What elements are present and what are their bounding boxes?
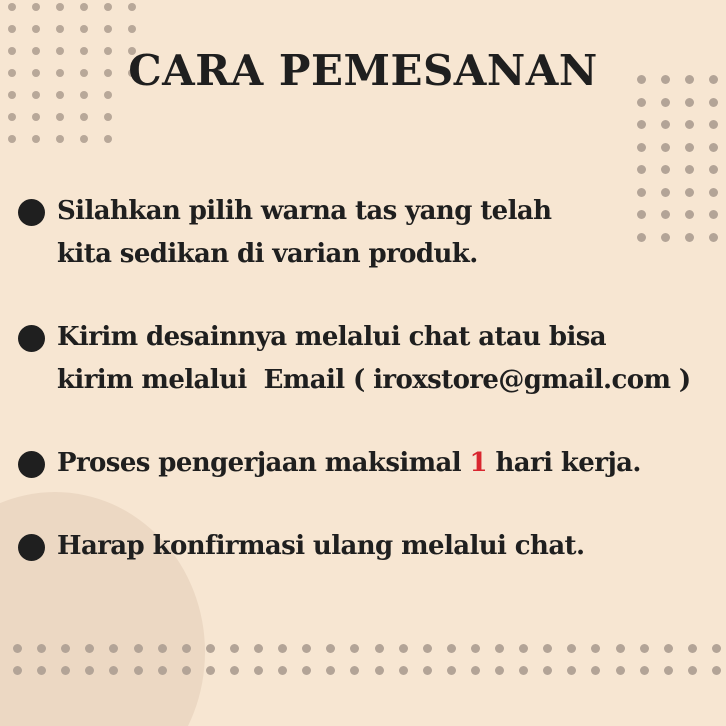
decorative-dot	[80, 135, 88, 143]
bullet-icon	[18, 534, 45, 561]
decorative-dot	[661, 98, 670, 107]
decorative-dot	[104, 135, 112, 143]
decorative-dot	[278, 644, 287, 653]
decorative-dot	[685, 143, 694, 152]
decorative-dot	[447, 666, 456, 675]
decorative-dot	[640, 644, 649, 653]
decorative-dot	[230, 666, 239, 675]
decorative-dot	[56, 25, 64, 33]
decorative-dot	[495, 644, 504, 653]
decorative-dot	[302, 644, 311, 653]
decorative-dot	[709, 98, 718, 107]
step-line: kita sedikan di varian produk.	[57, 239, 478, 269]
decorative-dot	[254, 644, 263, 653]
decorative-dot	[32, 135, 40, 143]
decorative-dot	[399, 644, 408, 653]
decorative-dot	[640, 666, 649, 675]
step-line: kirim melalui Email ( iroxstore@gmail.com )	[57, 365, 691, 395]
decorative-dot	[637, 143, 646, 152]
decorative-dot	[326, 644, 335, 653]
decorative-dot	[685, 165, 694, 174]
decorative-dot	[709, 143, 718, 152]
decorative-dot	[685, 120, 694, 129]
decorative-dot	[80, 25, 88, 33]
decorative-dot	[637, 98, 646, 107]
steps-list	[18, 190, 718, 608]
decorative-dot	[128, 25, 136, 33]
decorative-dot	[447, 644, 456, 653]
decorative-dot	[637, 120, 646, 129]
decorative-dot	[712, 666, 721, 675]
decorative-dot	[661, 120, 670, 129]
bullet-icon	[18, 325, 45, 352]
decorative-dot	[8, 135, 16, 143]
decorative-dot	[8, 3, 16, 11]
decorative-dot	[519, 644, 528, 653]
page-title: CARA PEMESANAN	[128, 46, 598, 95]
decorative-dot	[134, 644, 143, 653]
bullet-icon	[18, 199, 45, 226]
decorative-dot	[13, 644, 22, 653]
decorative-dot	[326, 666, 335, 675]
step-text	[57, 190, 718, 276]
decorative-dot	[616, 666, 625, 675]
decorative-dot	[661, 165, 670, 174]
decorative-dot	[230, 644, 239, 653]
step-item	[18, 316, 718, 402]
decorative-dot	[709, 165, 718, 174]
decorative-dot	[80, 113, 88, 121]
decorative-dot	[375, 644, 384, 653]
decorative-dot	[134, 666, 143, 675]
decorative-dot	[8, 113, 16, 121]
decorative-dot	[591, 666, 600, 675]
decorative-dot	[104, 3, 112, 11]
decorative-dot	[495, 666, 504, 675]
decorative-dot	[543, 644, 552, 653]
decorative-dot	[350, 644, 359, 653]
decorative-dot	[206, 644, 215, 653]
decorative-dot	[685, 98, 694, 107]
decorative-dot	[350, 666, 359, 675]
decorative-dot	[13, 666, 22, 675]
decorative-dot	[543, 666, 552, 675]
step-text	[57, 525, 718, 568]
step-text	[57, 442, 718, 485]
decorative-dot	[664, 666, 673, 675]
step-text	[57, 316, 718, 402]
decorative-dot	[32, 25, 40, 33]
decorative-dot	[158, 666, 167, 675]
decorative-dot	[688, 666, 697, 675]
decorative-dot	[591, 644, 600, 653]
step-line	[57, 442, 718, 485]
decorative-dot	[616, 644, 625, 653]
decorative-dot	[104, 113, 112, 121]
decorative-dot	[664, 644, 673, 653]
decorative-dot	[56, 113, 64, 121]
decorative-dot	[661, 143, 670, 152]
decorative-dot	[567, 644, 576, 653]
decorative-dot	[399, 666, 408, 675]
highlight-number: 1	[469, 448, 488, 478]
step-text-before: Proses pengerjaan maksimal	[57, 448, 470, 478]
decorative-dot	[32, 3, 40, 11]
step-item	[18, 442, 718, 485]
decorative-dot	[128, 3, 136, 11]
decorative-dot	[182, 644, 191, 653]
step-text-after: hari kerja.	[487, 448, 641, 478]
decorative-dot	[302, 666, 311, 675]
decorative-dot	[471, 644, 480, 653]
decorative-dot	[709, 120, 718, 129]
decorative-dot	[254, 666, 263, 675]
step-item	[18, 525, 718, 568]
decorative-dot	[8, 25, 16, 33]
step-line: Kirim desainnya melalui chat atau bisa	[57, 322, 607, 352]
decorative-dot	[56, 135, 64, 143]
bullet-icon	[18, 451, 45, 478]
decorative-dot	[637, 165, 646, 174]
step-item	[18, 190, 718, 276]
decorative-dot	[104, 25, 112, 33]
decorative-dot	[712, 644, 721, 653]
decorative-dot	[471, 666, 480, 675]
decorative-dot	[206, 666, 215, 675]
decorative-dot	[182, 666, 191, 675]
decorative-dot	[519, 666, 528, 675]
decorative-dot	[375, 666, 384, 675]
step-line: Silahkan pilih warna tas yang telah	[57, 196, 552, 226]
decorative-dot	[688, 644, 697, 653]
decorative-dot	[423, 644, 432, 653]
decorative-dot	[32, 113, 40, 121]
decorative-dot	[80, 3, 88, 11]
decorative-dot	[567, 666, 576, 675]
step-line: Harap konfirmasi ulang melalui chat.	[57, 531, 585, 561]
decorative-dot	[278, 666, 287, 675]
decorative-dot	[423, 666, 432, 675]
decorative-dot	[56, 3, 64, 11]
decorative-dot	[158, 644, 167, 653]
